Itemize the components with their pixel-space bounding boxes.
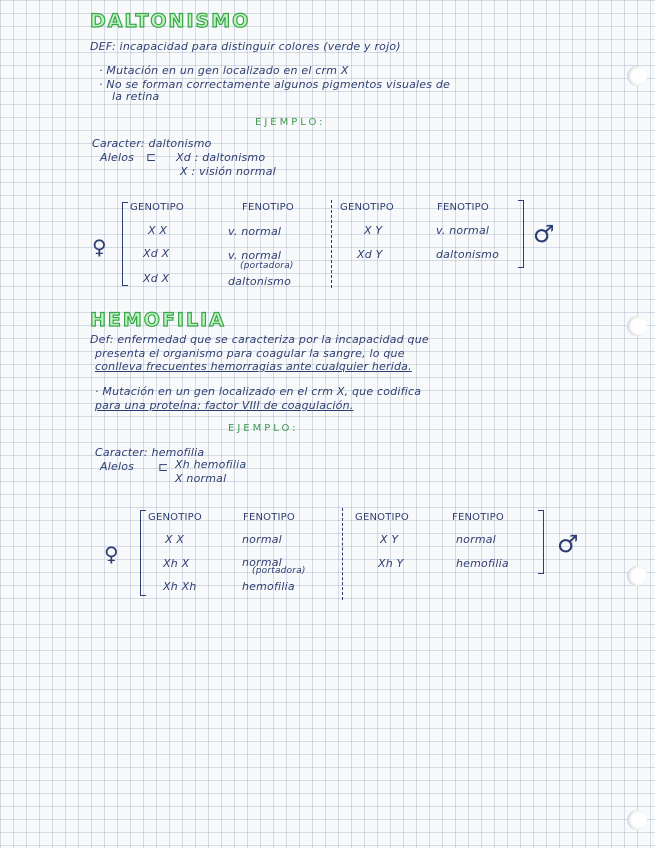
female-genotype: Xd X <box>143 272 170 285</box>
female-phenotype: v. normal <box>228 249 282 262</box>
example-label: EJEMPLO: <box>228 423 299 434</box>
alelo-line: X : visión normal <box>180 165 276 178</box>
table-divider <box>342 508 343 600</box>
binder-hole <box>627 66 647 86</box>
example-label: EJEMPLO: <box>255 117 326 128</box>
alelo-line: Xd : daltonismo <box>176 151 266 164</box>
bullet-line: · Mutación en un gen localizado en el crm X, que codifica <box>95 385 422 398</box>
female-phenotype: daltonismo <box>228 275 292 288</box>
male-phenotype: daltonismo <box>436 248 500 261</box>
female-symbol: ♀ <box>104 542 119 566</box>
female-phenotype: hemofilia <box>242 580 295 593</box>
female-phenotype: v. normal <box>228 225 282 238</box>
female-genotype: Xh X <box>163 557 190 570</box>
definition-line: conlleva frecuentes hemorragias ante cualquier herida. <box>95 360 412 373</box>
male-phenotype: hemofilia <box>456 557 509 570</box>
female-phenotype: normal <box>242 533 282 546</box>
female-symbol: ♀ <box>92 235 107 259</box>
portadora-note: (portadora) <box>252 566 306 576</box>
female-genotype: Xd X <box>143 247 170 260</box>
section-title-daltonismo: DALTONISMO <box>90 10 251 32</box>
female-genotype: X X <box>165 533 185 546</box>
alelos-brace: ⊏ <box>146 150 157 164</box>
binder-hole <box>627 316 647 336</box>
female-genotype: X X <box>148 224 168 237</box>
male-genotype: X Y <box>364 224 383 237</box>
definition-line: presenta el organismo para coagular la sangre, lo que <box>95 347 405 360</box>
caracter-line: Caracter: daltonismo <box>92 137 212 150</box>
table-header: FENOTIPO <box>243 512 295 523</box>
table-right-bracket <box>518 200 524 268</box>
definition-line: Def: enfermedad que se caracteriza por la incapacidad que <box>90 333 429 346</box>
table-left-bracket <box>140 510 146 596</box>
male-phenotype: normal <box>456 533 496 546</box>
alelo-line: Xh hemofilia <box>175 458 247 471</box>
table-header: GENOTIPO <box>355 512 409 523</box>
female-genotype: Xh Xh <box>163 580 197 593</box>
table-header: FENOTIPO <box>437 202 489 213</box>
male-genotype: Xd Y <box>357 248 383 261</box>
alelo-line: X normal <box>175 472 227 485</box>
bullet-line-continued: la retina <box>112 90 160 103</box>
table-header: GENOTIPO <box>148 512 202 523</box>
alelos-label: Alelos <box>100 460 135 473</box>
portadora-note: (portadora) <box>240 261 294 271</box>
female-phenotype: normal <box>242 556 282 569</box>
table-right-bracket <box>538 510 544 574</box>
caracter-line: Caracter: hemofilia <box>95 446 205 459</box>
table-divider <box>331 200 332 288</box>
alelos-label: Alelos <box>100 151 135 164</box>
alelos-brace: ⊏ <box>158 460 169 474</box>
male-genotype: X Y <box>380 533 399 546</box>
bullet-line-continued: para una proteína: factor VIII de coagulación. <box>95 399 354 412</box>
male-symbol: ♂ <box>533 220 555 248</box>
male-phenotype: v. normal <box>436 224 490 237</box>
section-title-hemofilia: HEMOFILIA <box>90 309 226 331</box>
male-symbol: ♂ <box>557 530 579 558</box>
binder-hole <box>627 566 647 586</box>
table-header: GENOTIPO <box>130 202 184 213</box>
table-header: GENOTIPO <box>340 202 394 213</box>
definition-line: DEF: incapacidad para distinguir colores (verde y rojo) <box>90 40 401 53</box>
bullet-line: · No se forman correctamente algunos pigmentos visuales de <box>99 78 451 91</box>
bullet-line: · Mutación en un gen localizado en el crm X <box>99 64 349 77</box>
binder-hole <box>627 810 647 830</box>
table-header: FENOTIPO <box>242 202 294 213</box>
table-left-bracket <box>122 202 128 286</box>
table-header: FENOTIPO <box>452 512 504 523</box>
male-genotype: Xh Y <box>378 557 404 570</box>
